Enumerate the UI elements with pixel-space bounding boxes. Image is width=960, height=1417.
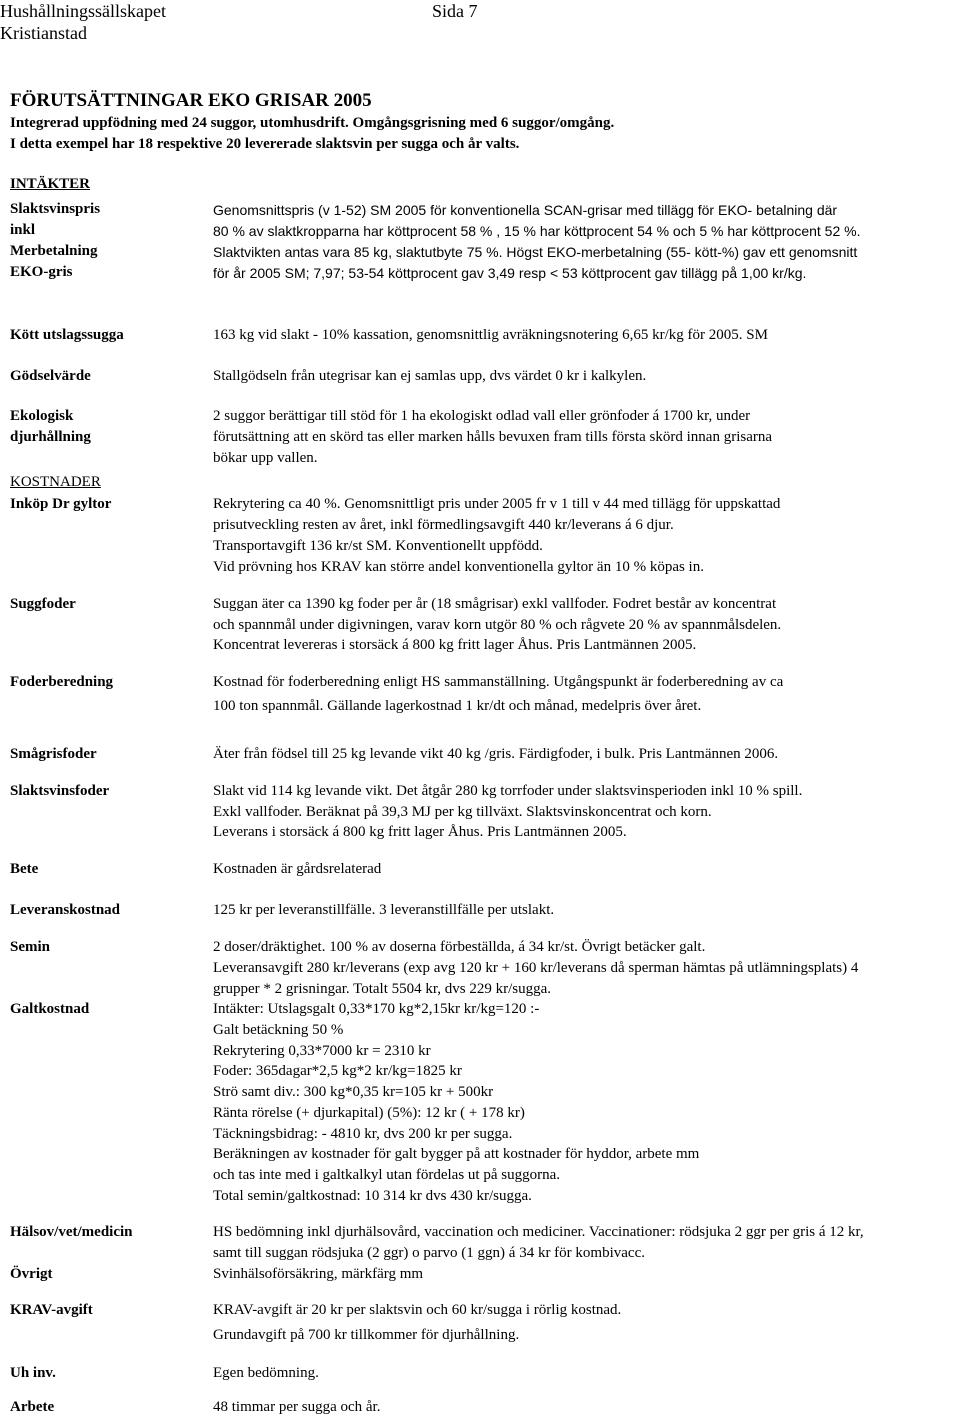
section-heading-kostnader: KOSTNADER [10, 474, 101, 490]
label-merbetalning: Merbetalning [10, 243, 98, 259]
text-uh-inv: Egen bedömning. [213, 1365, 319, 1381]
text-leveranskostnad: 125 kr per leveranstillfälle. 3 leveranstillfälle per utslakt. [213, 902, 555, 918]
label-halsov-vet-medicin: Hälsov/vet/medicin [10, 1224, 133, 1240]
text-galt-line: Total semin/galtkostnad: 10 314 kr dvs 430 kr/sugga. [213, 1188, 532, 1204]
text-suggfoder-line: Koncentrat levereras i storsäck á 800 kg fritt lager Åhus. Pris Lantmännen 2005. [213, 637, 697, 653]
label-godselvarde: Gödselvärde [10, 368, 91, 384]
text-galt-line: Rekrytering 0,33*7000 kr = 2310 kr [213, 1043, 431, 1059]
text-foderberedning-line: 100 ton spannmål. Gällande lagerkostnad 1 kr/dt och månad, medelpris över året. [213, 698, 702, 714]
label-slaktsvinspris: Slaktsvinspris [10, 201, 101, 217]
text-slaktsvinsfoder-line: Slakt vid 114 kg levande vikt. Det åtgår 280 kg torrfoder under slaktsvinsperioden inkl 10 % spill. [213, 783, 803, 799]
text-semin-line: grupper * 2 grisningar. Totalt 5504 kr, dvs 229 kr/sugga. [213, 981, 552, 997]
text-galt-line: Täckningsbidrag: - 4810 kr, dvs 200 kr per sugga. [213, 1126, 513, 1142]
text-galt-line: Galt betäckning 50 % [213, 1022, 344, 1038]
text-bete: Kostnaden är gårdsrelaterad [213, 861, 382, 877]
text-smagrisfoder: Äter från födsel till 25 kg levande vikt 40 kg /gris. Färdigfoder, i bulk. Pris Lantmännen 2006. [213, 746, 779, 762]
text-inkop-line: prisutveckling resten av året, inkl förmedlingsavgift 440 kr/leverans á 6 djur. [213, 517, 674, 533]
label-foderberedning: Foderberedning [10, 674, 114, 690]
text-ovrigt: Svinhälsoförsäkring, märkfärg mm [213, 1266, 424, 1282]
text-galt-line: Strö samt div.: 300 kg*0,35 kr=105 kr + 500kr [213, 1084, 494, 1100]
label-smagrisfoder: Smågrisfoder [10, 746, 97, 762]
label-ovrigt: Övrigt [10, 1266, 53, 1282]
label-bete: Bete [10, 861, 39, 877]
text-semin-line: 2 doser/dräktighet. 100 % av doserna förbeställda, á 34 kr/st. Övrigt betäcker galt. [213, 939, 706, 955]
page-number: Sida 7 [432, 1, 478, 21]
text-foderberedning-line: Kostnad för foderberedning enligt HS sammanställning. Utgångspunkt är foderberedning av ca [213, 674, 784, 690]
text-ekologisk-line: förutsättning att en skörd tas eller marken hålls bevuxen fram tills första skörd innan grisarna [213, 429, 773, 445]
text-galt-line: Ränta rörelse (+ djurkapital) (5%): 12 kr ( + 178 kr) [213, 1105, 525, 1121]
text-halsov-line: samt till suggan rödsjuka (2 ggr) o parvo (1 ggn) á 34 kr för kombivacc. [213, 1245, 645, 1261]
label-leveranskostnad: Leveranskostnad [10, 902, 121, 918]
section-heading-intakter: INTÄKTER [10, 176, 91, 192]
label-inkl: inkl [10, 222, 36, 238]
label-slaktsvinsfoder: Slaktsvinsfoder [10, 783, 110, 799]
text-semin-line: Leveransavgift 280 kr/leverans (exp avg 120 kr + 160 kr/leverans då sperman hämtas på utlämningsplats) 4 [213, 960, 859, 976]
text-kott-utslagssugga: 163 kg vid slakt - 10% kassation, genomsnittlig avräkningsnotering 6,65 kr/kg för 2005. SM [213, 327, 768, 343]
text-ekologisk-line: bökar upp vallen. [213, 450, 318, 466]
text-inkop-line: Rekrytering ca 40 %. Genomsnittligt pris under 2005 fr v 1 till v 44 med tillägg för uppskattad [213, 496, 781, 512]
label-djurhallning: djurhållning [10, 429, 91, 445]
page-title: FÖRUTSÄTTNINGAR EKO GRISAR 2005 [10, 90, 372, 111]
text-suggfoder-line: Suggan äter ca 1390 kg foder per år (18 smågrisar) exkl vallfoder. Fodret består av koncentrat [213, 596, 777, 612]
intakter-text-line: 80 % av slaktkropparna har köttprocent 58 % , 15 % har köttprocent 54 % och 5 % har köttprocent 52 %. [213, 223, 861, 239]
text-galt-line: och tas inte med i galtkalkyl utan fördelas ut på suggorna. [213, 1167, 560, 1183]
text-galt-line: Beräkningen av kostnader för galt bygger på att kostnader för hyddor, arbete mm [213, 1146, 700, 1162]
text-halsov-line: HS bedömning inkl djurhälsovård, vaccination och mediciner. Vaccinationer: rödsjuka 2 ggr per gris á 12 kr, [213, 1224, 864, 1240]
text-inkop-line: Transportavgift 136 kr/st SM. Konventionellt uppfödd. [213, 538, 543, 554]
text-suggfoder-line: och spannmål under digivningen, varav korn utgör 80 % och rågvete 20 % av spannmålsdelen. [213, 617, 782, 633]
label-uh-inv: Uh inv. [10, 1365, 56, 1381]
label-semin: Semin [10, 939, 51, 955]
intakter-text-line: Genomsnittspris (v 1-52) SM 2005 för konventionella SCAN-grisar med tillägg för EKO- betalning där [213, 202, 838, 218]
text-ekologisk-line: 2 suggor berättigar till stöd för 1 ha ekologiskt odlad vall eller grönfoder á 1700 kr, under [213, 408, 751, 424]
label-ekologisk: Ekologisk [10, 408, 74, 424]
label-galtkostnad: Galtkostnad [10, 1001, 90, 1017]
text-arbete: 48 timmar per sugga och år. [213, 1399, 381, 1415]
subtitle-line: Integrerad uppfödning med 24 suggor, utomhusdrift. Omgångsgrisning med 6 suggor/omgång. [10, 115, 615, 131]
label-krav-avgift: KRAV-avgift [10, 1302, 93, 1318]
text-galt-line: Intäkter: Utslagsgalt 0,33*170 kg*2,15kr kr/kg=120 :- [213, 1001, 540, 1017]
organization-location: Kristianstad [0, 23, 87, 43]
text-inkop-line: Vid prövning hos KRAV kan större andel konventionella gyltor än 10 % köpas in. [213, 559, 704, 575]
intakter-text-line: Slaktvikten antas vara 85 kg, slaktutbyte 75 %. Högst EKO-merbetalning (55- kött-%) gav ett genomsnitt [213, 244, 858, 260]
text-slaktsvinsfoder-line: Leverans i storsäck á 800 kg fritt lager Åhus. Pris Lantmännen 2005. [213, 824, 627, 840]
subtitle-line: I detta exempel har 18 respektive 20 levererade slaktsvin per sugga och år valts. [10, 136, 520, 152]
intakter-text-line: för år 2005 SM; 7,97; 53-54 köttprocent gav 3,49 resp < 53 köttprocent gav tillägg på 1,00 kr/kg. [213, 265, 807, 281]
text-slaktsvinsfoder-line: Exkl vallfoder. Beräknat på 39,3 MJ per kg tillväxt. Slaktsvinskoncentrat och korn. [213, 804, 712, 820]
text-galt-line: Foder: 365dagar*2,5 kg*2 kr/kg=1825 kr [213, 1063, 462, 1079]
text-krav-line: Grundavgift på 700 kr tillkommer för djurhållning. [213, 1327, 520, 1343]
text-krav-line: KRAV-avgift är 20 kr per slaktsvin och 60 kr/sugga i rörlig kostnad. [213, 1302, 622, 1318]
text-godselvarde: Stallgödseln från utegrisar kan ej samlas upp, dvs värdet 0 kr i kalkylen. [213, 368, 647, 384]
organization-name: Hushållningssällskapet [0, 1, 166, 21]
label-arbete: Arbete [10, 1399, 55, 1415]
label-eko-gris: EKO-gris [10, 264, 73, 280]
label-inkop-dr-gyltor: Inköp Dr gyltor [10, 496, 112, 512]
label-kott-utslagssugga: Kött utslagssugga [10, 327, 124, 343]
label-suggfoder: Suggfoder [10, 596, 76, 612]
